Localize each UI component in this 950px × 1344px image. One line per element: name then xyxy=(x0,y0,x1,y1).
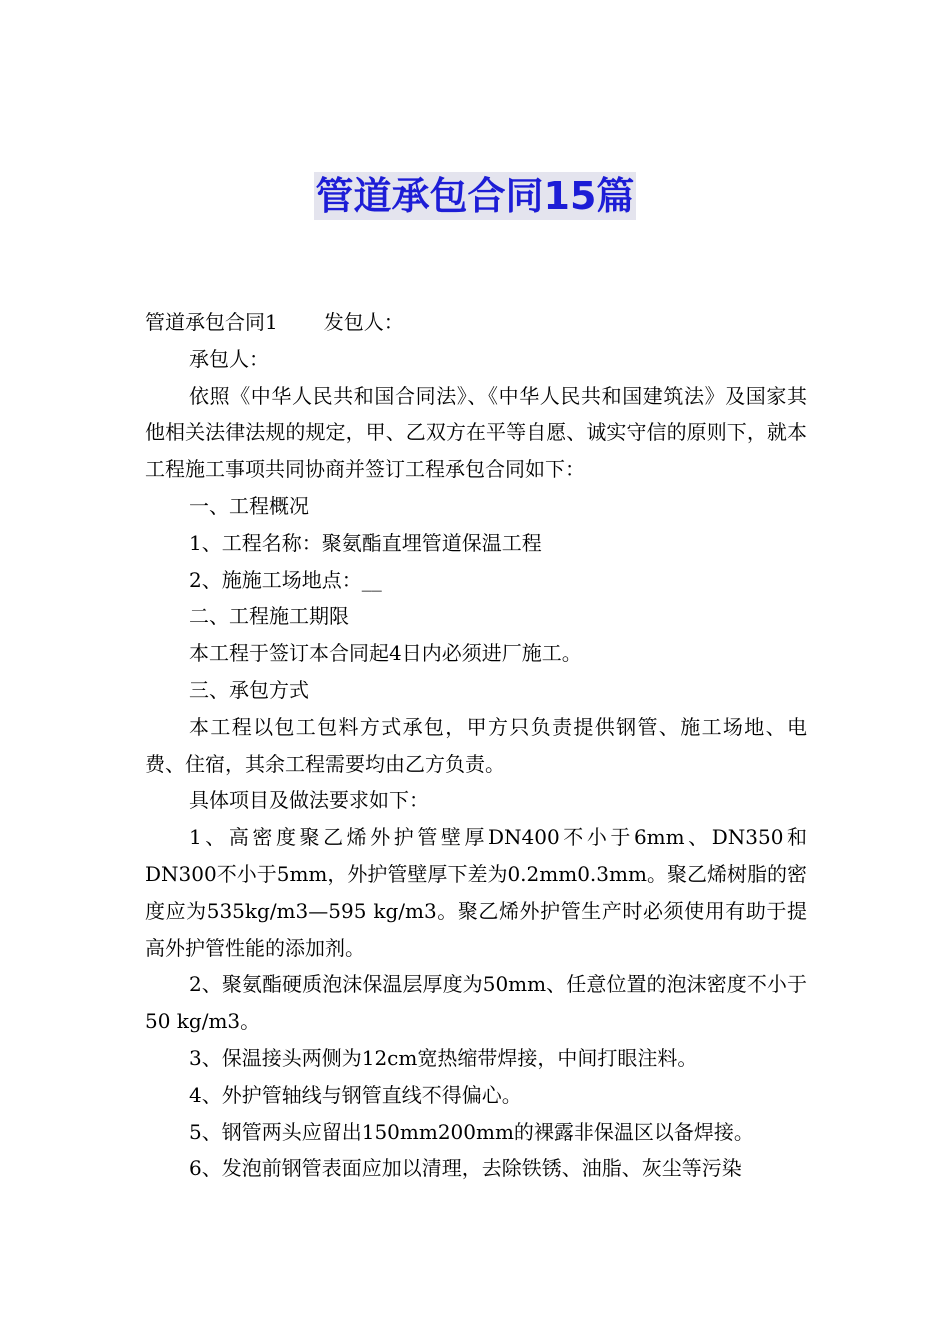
paragraph-item-1: 1、高密度聚乙烯外护管壁厚DN400不小于6mm、DN350和DN300不小于5mm，外护管壁厚下差为0.2mm0.3mm。聚乙烯树脂的密度应为535kg/m3—595 kg/m3。聚乙烯外护管生产时必须使用有助于提高外护管性能的添加剂。 xyxy=(145,825,807,960)
document-body xyxy=(145,304,807,1187)
title-container xyxy=(0,172,950,220)
paragraph-party-b: 承包人： xyxy=(189,346,269,371)
section-heading-2: 二、工程施工期限 xyxy=(189,604,349,629)
paragraph-requirements-intro: 具体项目及做法要求如下： xyxy=(189,788,429,813)
paragraph-preamble: 依照《中华人民共和国合同法》、《中华人民共和国建筑法》及国家其他相关法律法规的规定，甲、乙双方在平等自愿、诚实守信的原则下，就本工程施工事项共同协商并签订工程承包合同如下： xyxy=(145,383,807,482)
contract-name: 管道承包合同1 xyxy=(145,310,278,334)
paragraph-item-5: 5、钢管两头应留出150mm200mm的裸露非保温区以备焊接。 xyxy=(189,1119,754,1144)
contract-heading-line xyxy=(145,304,807,341)
paragraph-period: 本工程于签订本合同起4日内必须进厂施工。 xyxy=(189,641,582,666)
paragraph-item-2: 2、聚氨酯硬质泡沫保温层厚度为50mm、任意位置的泡沫密度不小于50 kg/m3。 xyxy=(145,972,807,1034)
paragraph-site: 2、施施工场地点：__ xyxy=(189,567,382,592)
party-a-label: 发包人： xyxy=(323,310,404,334)
paragraph-item-6: 6、发泡前钢管表面应加以清理，去除铁锈、油脂、灰尘等污染 xyxy=(189,1156,742,1181)
paragraph-item-4: 4、外护管轴线与钢管直线不得偏心。 xyxy=(189,1082,522,1107)
document-title: 管道承包合同15篇 xyxy=(315,174,635,218)
section-heading-1: 一、工程概况 xyxy=(189,493,309,518)
section-heading-3: 三、承包方式 xyxy=(189,677,309,702)
paragraph-item-3: 3、保温接头两侧为12cm宽热缩带焊接，中间打眼注料。 xyxy=(189,1045,698,1070)
paragraph-project-name: 1、工程名称：聚氨酯直埋管道保温工程 xyxy=(189,530,542,555)
paragraph-method: 本工程以包工包料方式承包，甲方只负责提供钢管、施工场地、电费、住宿，其余工程需要均由乙方负责。 xyxy=(145,714,807,776)
